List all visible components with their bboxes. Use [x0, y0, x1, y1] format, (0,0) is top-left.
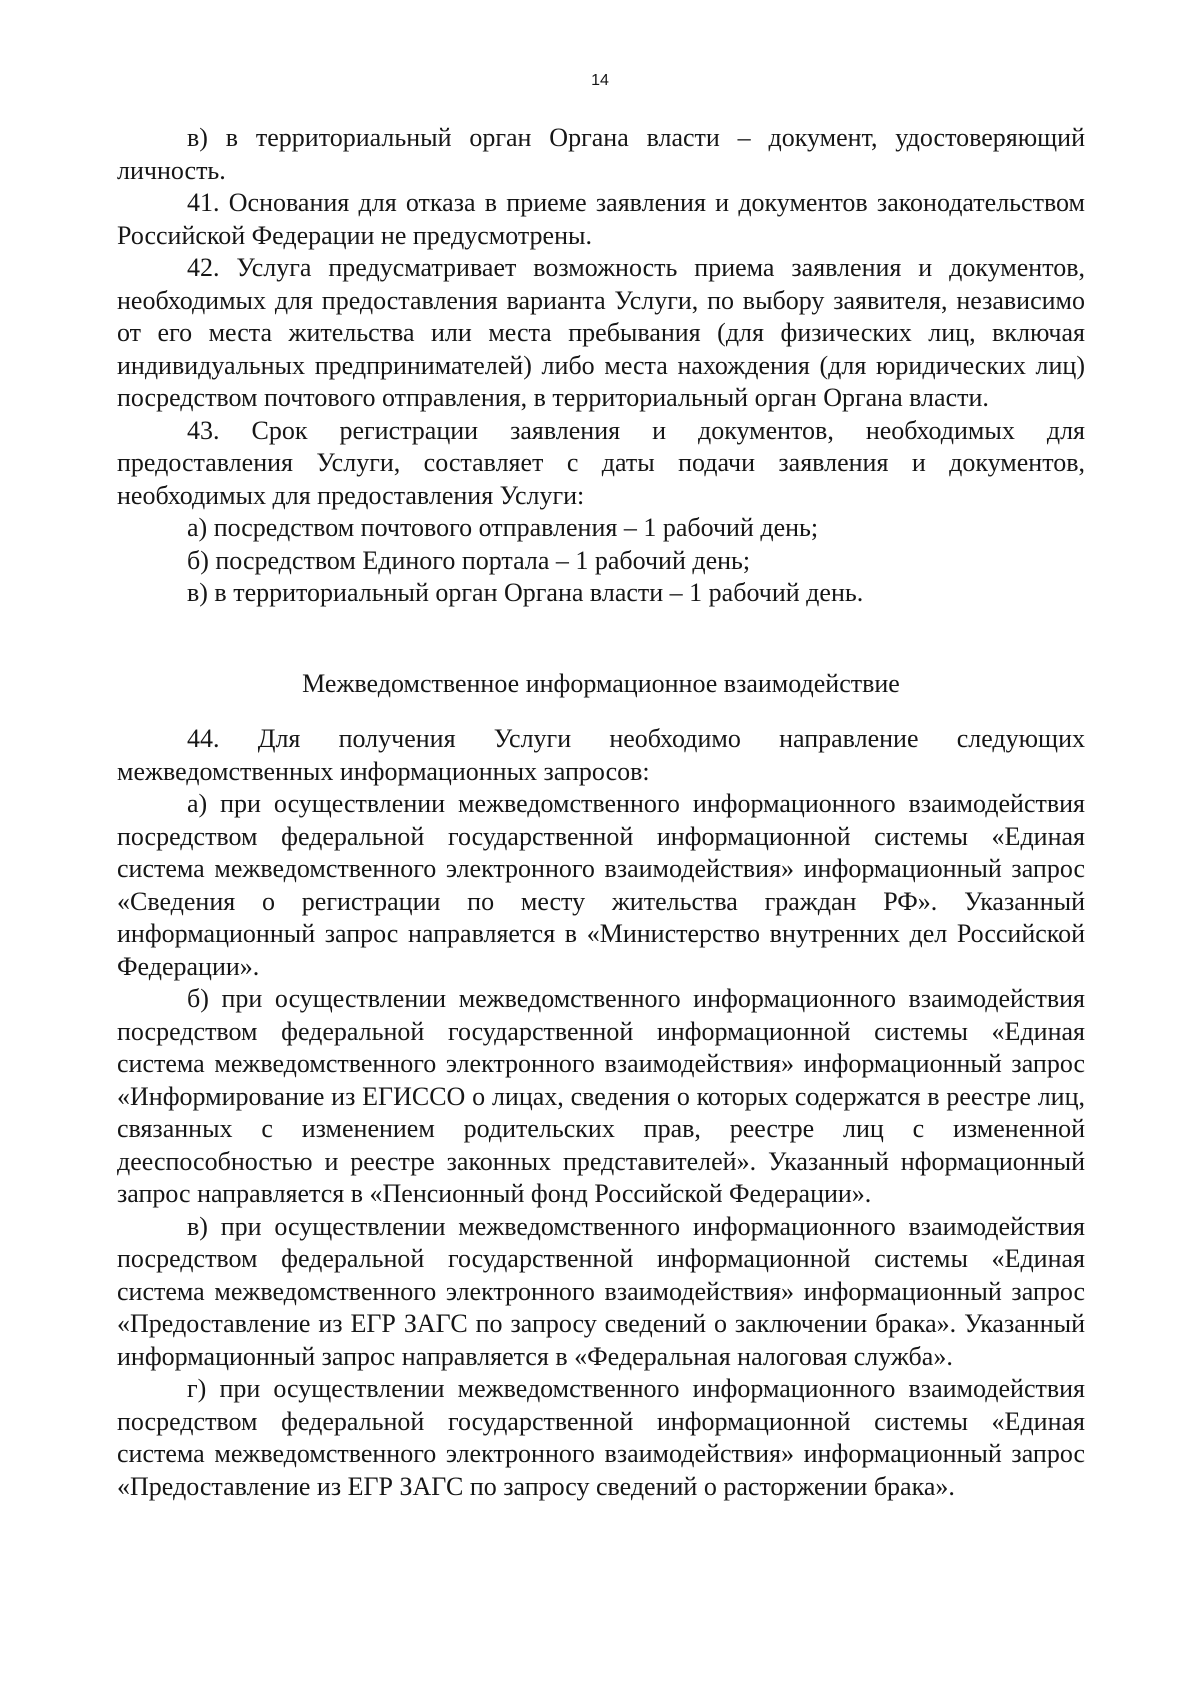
section-heading: Межведомственное информационное взаимодействие	[302, 668, 900, 698]
request-item-a-mvd: а) при осуществлении межведомственного информационного взаимодействия посредством федеральной государственной информационной системы «Единая система межведомственного электронного взаимодействия» информационный запрос «Сведения о регистрации по месту жительства граждан РФ». Указанный информационный запрос направляется в «Министерство внутренних дел Российской Федерации».	[117, 789, 1085, 981]
request-item-b-pension-fund: б) при осуществлении межведомственного информационного взаимодействия посредством федеральной государственной информационной системы «Единая система межведомственного электронного взаимодействия» информационный запрос «Информирование из ЕГИССО о лицах, сведения о которых содержатся в реестре лиц, связанных с изменением родительских прав, реестре лиц с измененной дееспособностью и реестре законных представителей». Указанный нформационный запрос направляется в «Пенсионный фонд Российской Федерации».	[117, 984, 1085, 1208]
paragraph-item-v-identity-document: в) в территориальный орган Органа власти – документ, удостоверяющий личность.	[117, 123, 1085, 185]
paragraph-44-interagency-requests: 44. Для получения Услуги необходимо направление следующих межведомственных информационных запросов:	[117, 724, 1085, 786]
paragraph-42-application-methods: 42. Услуга предусматривает возможность приема заявления и документов, необходимых для предоставления варианта Услуги, по выбору заявителя, независимо от его места жительства или места пребывания (для физических лиц, включая индивидуальных предпринимателей) либо места нахождения (для юридических лиц) посредством почтового отправления, в территориальный орган Органа власти.	[117, 253, 1085, 412]
list-item-b-portal: б) посредством Единого портала – 1 рабочий день;	[187, 545, 751, 575]
list-item-a-postal: а) посредством почтового отправления – 1 рабочий день;	[187, 513, 819, 542]
list-item-v-territorial-body: в) в территориальный орган Органа власти – 1 рабочий день.	[187, 578, 864, 607]
paragraph-41-refusal-grounds: 41. Основания для отказа в приеме заявления и документов законодательством Российской Федерации не предусмотрены.	[117, 188, 1085, 250]
document-body	[117, 122, 1085, 1503]
request-item-g-divorce: г) при осуществлении межведомственного информационного взаимодействия посредством федеральной государственной информационной системы «Единая система межведомственного электронного взаимодействия» информационный запрос «Предоставление из ЕГР ЗАГС по запросу сведений о расторжении брака».	[117, 1374, 1085, 1501]
page-number: 14	[591, 72, 609, 89]
paragraph-43-registration-term: 43. Срок регистрации заявления и документов, необходимых для предоставления Услуги, составляет с даты подачи заявления и документов, необходимых для предоставления Услуги:	[117, 415, 1085, 510]
request-item-v-marriage: в) при осуществлении межведомственного информационного взаимодействия посредством федеральной государственной информационной системы «Единая система межведомственного электронного взаимодействия» информационный запрос «Предоставление из ЕГР ЗАГС по запросу сведений о заключении брака». Указанный информационный запрос направляется в «Федеральная налоговая служба».	[117, 1211, 1085, 1371]
